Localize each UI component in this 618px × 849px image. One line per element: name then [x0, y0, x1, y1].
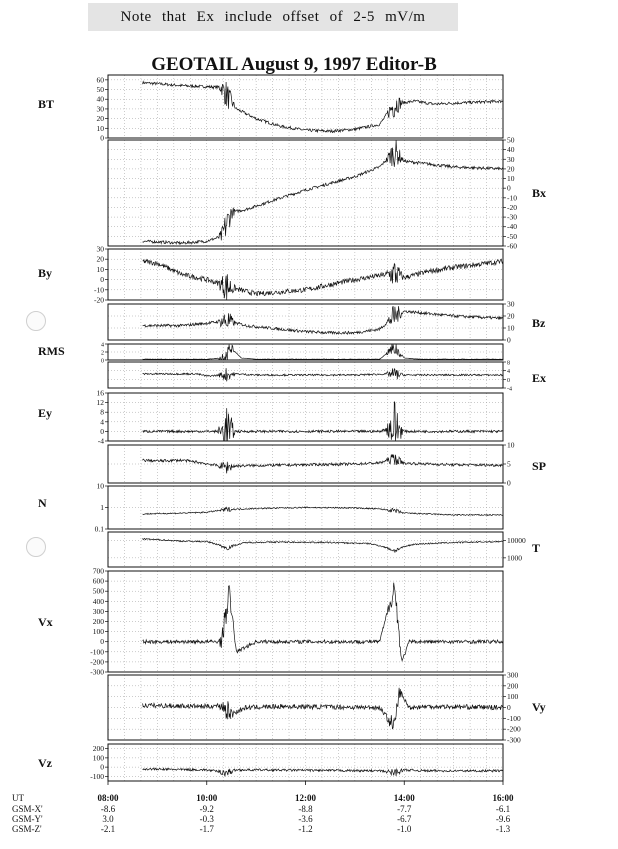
panel-vy	[108, 671, 546, 745]
tick-label: -200	[90, 657, 104, 667]
tick-label: 0	[100, 133, 104, 143]
panel-rms	[38, 343, 503, 365]
panel-vz	[38, 744, 503, 781]
panel-ex	[108, 361, 546, 393]
orbit-value: -1.3	[495, 824, 511, 834]
panel-label-vy: Vy	[532, 700, 546, 714]
tick-label: 10	[507, 323, 515, 333]
tick-label: 0	[100, 275, 104, 285]
tick-label: -20	[507, 202, 517, 212]
tick-label: -10	[94, 285, 104, 295]
panel-vx	[38, 567, 503, 677]
tick-label: -40	[507, 222, 517, 232]
panel-label-ex: Ex	[532, 371, 547, 385]
panel-stack	[38, 75, 546, 781]
panel-label-bt: BT	[38, 97, 55, 111]
panel-label-t: T	[532, 541, 541, 555]
x-tick-label: 08:00	[97, 793, 119, 803]
tick-label: 4	[101, 342, 104, 349]
tick-label: 8	[507, 360, 510, 367]
tick-label: 50	[507, 135, 515, 145]
panel-bx	[108, 136, 546, 251]
orbit-value: -9.2	[199, 804, 214, 814]
orbit-row-label: GSM-Y'	[12, 814, 43, 824]
tick-label: 400	[92, 596, 104, 606]
orbit-value: -1.7	[199, 824, 214, 834]
panel-frame-t	[108, 532, 503, 567]
orbit-value: -6.7	[397, 814, 412, 824]
panel-label-by: By	[38, 266, 53, 280]
tick-label: 4	[100, 417, 104, 427]
series-line-vy	[143, 688, 503, 729]
panel-n	[38, 482, 503, 534]
tick-label: 40	[96, 94, 104, 104]
tick-label: 700	[92, 566, 104, 576]
orbit-row-label: GSM-Z'	[12, 824, 42, 834]
tick-label: 40	[507, 145, 515, 155]
tick-label: 12	[96, 398, 104, 408]
orbit-value: -2.1	[100, 824, 116, 834]
series-line-n	[143, 507, 503, 516]
tick-label: -20	[94, 295, 104, 305]
series-line-vz	[143, 768, 503, 776]
tick-label: -200	[507, 724, 521, 734]
tick-label: 5	[507, 459, 511, 469]
tick-label: 30	[507, 299, 515, 309]
panel-label-bx: Bx	[532, 186, 547, 200]
tick-label: 0.1	[94, 524, 104, 534]
tick-label: 50	[96, 85, 104, 95]
panel-by	[38, 245, 503, 305]
x-tick-label: 16:00	[492, 793, 514, 803]
tick-label: 16	[96, 388, 104, 398]
series-line-ey	[143, 402, 503, 441]
series-line-by	[143, 259, 503, 299]
tick-label: 500	[92, 586, 104, 596]
tick-label: -100	[90, 647, 104, 657]
orbit-row-label: UT	[12, 793, 24, 803]
tick-label: 1000	[507, 553, 522, 563]
tick-label: -300	[507, 735, 521, 745]
offset-note: Note that Ex include offset of 2-5 mV/m	[88, 3, 458, 31]
panel-label-rms: RMS	[38, 344, 65, 358]
tick-label: 10000	[507, 535, 526, 545]
orbit-value: -1.2	[298, 824, 313, 834]
tick-label: 10	[96, 123, 104, 133]
tick-label: 0	[101, 358, 104, 365]
panel-ey	[38, 389, 503, 446]
series-line-rms	[143, 345, 503, 360]
tick-label: 300	[507, 670, 519, 680]
orbit-row-label: GSM-X'	[12, 804, 43, 814]
tick-label: 30	[96, 104, 104, 114]
panel-label-vz: Vz	[38, 756, 52, 770]
x-tick-label: 10:00	[196, 793, 218, 803]
panel-sp	[108, 441, 546, 488]
panel-label-ey: Ey	[38, 406, 53, 420]
panel-frame-by	[108, 249, 503, 300]
series-line-vx	[143, 583, 503, 661]
orbit-value: -1.0	[397, 824, 412, 834]
tick-label: -4	[97, 436, 104, 446]
panel-bt	[38, 75, 503, 143]
tick-label: 200	[92, 744, 104, 754]
tick-label: 30	[96, 244, 104, 254]
x-tick-label: 12:00	[295, 793, 316, 803]
tick-label: 0	[507, 377, 510, 384]
tick-label: 0	[507, 478, 511, 488]
panel-frame-rms	[108, 344, 503, 360]
tick-label: 200	[92, 617, 104, 626]
orbit-value: -9.6	[495, 814, 511, 824]
orbit-value: -0.3	[199, 814, 214, 824]
tick-label: -10	[507, 193, 517, 203]
chart-title: GEOTAIL August 9, 1997 Editor-B	[151, 54, 437, 75]
series-line-bt	[143, 82, 503, 133]
tick-label: 1	[100, 503, 104, 512]
tick-label: 0	[507, 703, 511, 712]
tick-label: 0	[100, 762, 104, 772]
tick-label: 4	[507, 369, 510, 376]
tick-label: 20	[96, 254, 104, 264]
orbit-value: -8.8	[298, 804, 313, 814]
tick-label: 100	[92, 627, 104, 637]
tick-label: -100	[507, 713, 521, 723]
tick-label: 20	[96, 114, 104, 124]
panel-bz	[108, 300, 546, 345]
panel-label-sp: SP	[532, 459, 547, 473]
tick-label: 0	[100, 426, 104, 436]
series-line-bx	[143, 141, 503, 245]
series-line-t	[143, 538, 503, 552]
tick-label: 10	[96, 264, 104, 274]
tick-label: 10	[96, 481, 104, 491]
tick-label: -4	[507, 386, 512, 393]
tick-label: 20	[507, 311, 515, 321]
tick-label: 200	[507, 681, 519, 691]
orbit-value: -8.6	[100, 804, 116, 814]
tick-label: -60	[507, 241, 517, 251]
tick-label: 10	[507, 174, 515, 184]
tick-label: 20	[507, 164, 515, 174]
tick-label: -100	[90, 771, 104, 781]
panel-t	[108, 532, 540, 567]
orbit-value: -7.7	[397, 804, 412, 814]
tick-label: 300	[92, 606, 104, 616]
tick-label: 0	[100, 637, 104, 647]
panel-label-bz: Bz	[532, 316, 546, 330]
tick-label: 60	[96, 75, 104, 85]
orbit-value: -3.6	[298, 814, 313, 824]
tick-label: 10	[507, 440, 515, 450]
tick-label: 0	[507, 183, 511, 193]
tick-label: 2	[101, 350, 104, 357]
tick-label: -30	[507, 212, 517, 222]
series-line-bz	[143, 306, 503, 334]
tick-label: 600	[92, 576, 104, 586]
tick-label: -50	[507, 231, 517, 241]
tick-label: -300	[90, 667, 104, 677]
tick-label: 100	[92, 753, 104, 763]
series-line-ex	[143, 368, 503, 381]
tick-label: 0	[507, 335, 511, 345]
orbit-table	[12, 781, 514, 834]
tick-label: 100	[507, 692, 519, 702]
orbit-value: 3.0	[102, 814, 114, 824]
orbit-value: -6.1	[495, 804, 511, 814]
tick-label: 30	[507, 154, 515, 164]
panel-label-vx: Vx	[38, 615, 53, 629]
x-tick-label: 14:00	[393, 793, 415, 803]
series-line-sp	[143, 454, 503, 473]
panel-label-n: N	[38, 496, 47, 510]
tick-label: 8	[100, 407, 104, 417]
